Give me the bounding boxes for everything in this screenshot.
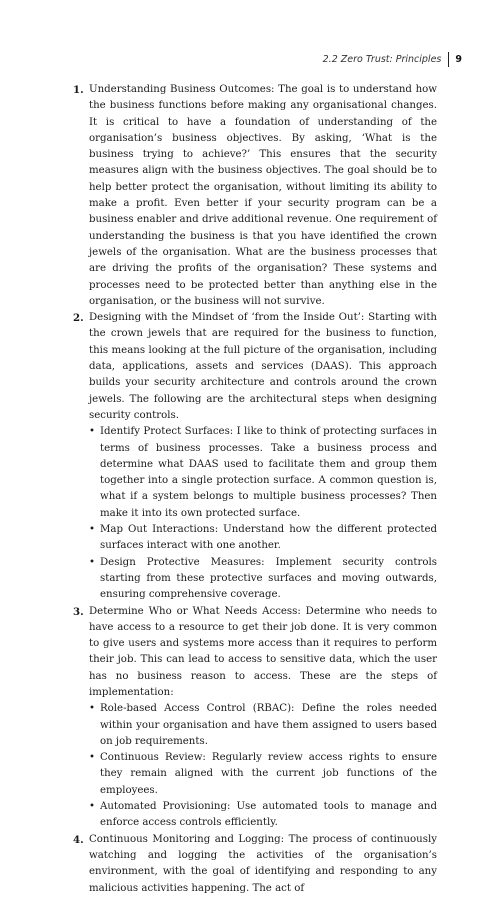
list-item-1 xyxy=(73,82,437,310)
bullet-item xyxy=(89,750,437,799)
bullet-icon: • xyxy=(89,556,96,568)
bullet-icon: • xyxy=(89,524,96,536)
running-header xyxy=(323,52,462,67)
bullet-icon: • xyxy=(89,801,96,813)
bullet-icon: • xyxy=(89,703,96,715)
header-divider xyxy=(448,52,449,67)
bullet-text: Identify Protect Surfaces: I like to think of protecting surfaces in terms of business processes. Take a business process and determine what DAAS used to facilitate them and group them together into a single protection surface. A common question is, what if a system belongs to multiple business processes? Then make it into its own protected surface. xyxy=(100,426,437,519)
item-number: 2. xyxy=(73,312,84,325)
item-text: Continuous Monitoring and Logging: The process of continuously watching and logging the activities of the organisation’s environment, with the goal of identifying and responding to any malicious activities happening. The act of xyxy=(89,833,437,894)
page-number: 9 xyxy=(455,54,462,65)
item-number: 4. xyxy=(73,833,84,846)
list-item-3 xyxy=(73,604,437,832)
section-title: 2.2 Zero Trust: Principles xyxy=(322,54,442,65)
bullet-icon: • xyxy=(89,426,96,438)
item-text: Designing with the Mindset of ‘from the Inside Out’: Starting with the crown jewels that are required for the business to function, this means looking at the full picture of the organisation, including data, applications, assets and services (DAAS). This approach builds your security architecture and controls around the crown jewels. The following are the architectural steps when designing security controls. xyxy=(89,312,437,421)
bullet-item xyxy=(89,799,437,832)
item-number: 1. xyxy=(73,84,84,96)
item-text: Understanding Business Outcomes: The goal is to understand how the business functions before making any organisational changes. It is critical to have a foundation of understanding of the organisation’s business objectives. By asking, ‘What is the business trying to achieve?’ This ensures that the security measures align with the business objectives. The goal should be to help better protect the organisation, without limiting its ability to make a profit. Even better if your security program can be a business enabler and drive additional revenue. One requirement of understanding the business is that you have identified the crown jewels of the organisation. What are the business processes that are driving the profits of the organisation? These systems and processes need to be protected better than anything else in the organisation, or the business will not survive. xyxy=(89,84,437,307)
bullet-icon: • xyxy=(89,752,96,764)
bullet-text: Continuous Review: Regularly review access rights to ensure they remain aligned with the current job functions of the employees. xyxy=(100,752,437,796)
bullet-list xyxy=(89,424,437,603)
bullet-text: Map Out Interactions: Understand how the different protected surfaces interact with one another. xyxy=(100,524,437,552)
list-item-2 xyxy=(73,310,437,603)
item-number: 3. xyxy=(73,605,84,618)
bullet-item xyxy=(89,701,437,750)
bullet-text: Design Protective Measures: Implement security controls starting from these protective surfaces and moving outwards, ensuring comprehensive coverage. xyxy=(100,556,437,601)
bullet-text: Role-based Access Control (RBAC): Define the roles needed within your organisation and have them assigned to users based on job requirements. xyxy=(100,703,437,747)
bullet-item xyxy=(89,522,437,555)
body-text xyxy=(73,82,437,897)
bullet-list xyxy=(89,701,437,831)
bullet-text: Automated Provisioning: Use automated tools to manage and enforce access controls efficiently. xyxy=(100,801,437,829)
bullet-item xyxy=(89,555,437,604)
item-text: Determine Who or What Needs Access: Determine who needs to have access to a resource to get their job done. It is very common to give users and systems more access than it requires to perform their job. This can lead to access to sensitive data, which the user has no business reason to access. These are the steps of implementation: xyxy=(89,605,437,698)
bullet-item xyxy=(89,424,437,522)
list-item-4 xyxy=(73,832,437,897)
